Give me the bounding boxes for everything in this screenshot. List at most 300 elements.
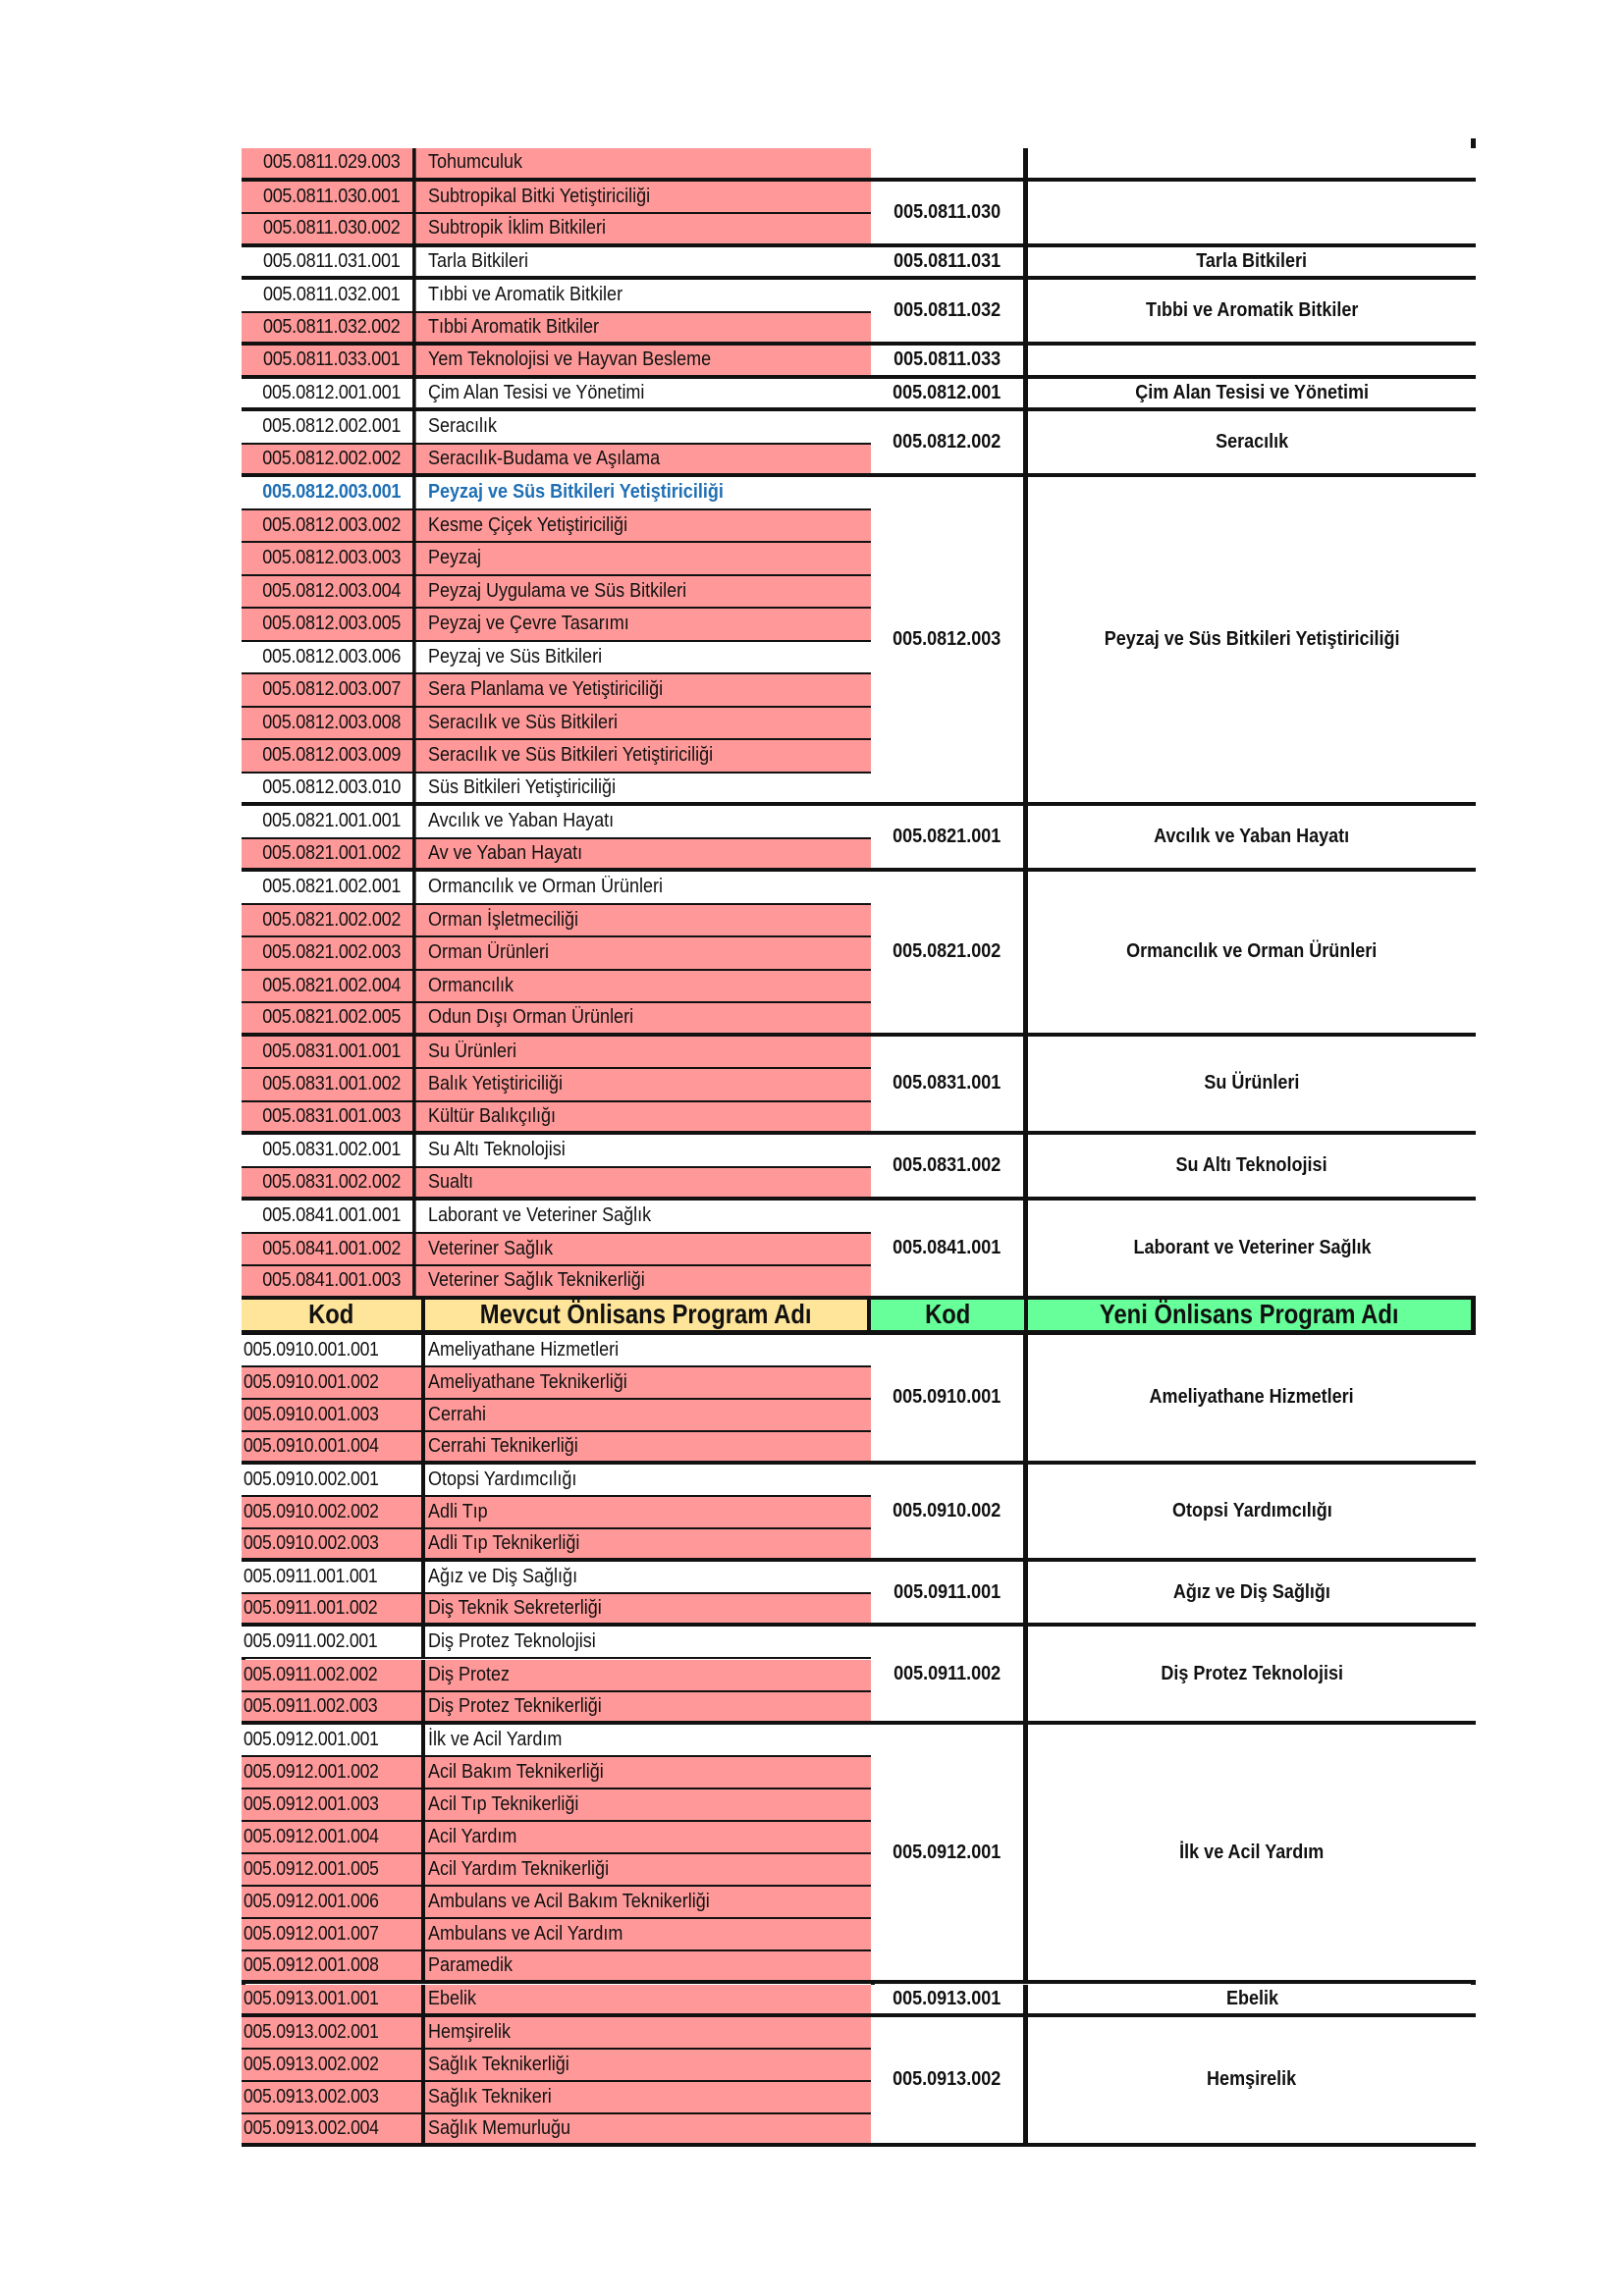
new-program-name (1028, 1335, 1476, 1461)
current-program-name (425, 839, 871, 869)
current-program-code (250, 1135, 415, 1166)
current-program-code-text: 005.0910.001.002 (244, 1370, 379, 1393)
current-program-name-text: Veteriner Sağlık Teknikerliği (428, 1269, 645, 1292)
table-row (242, 1201, 871, 1234)
current-program-name-text: Sağlık Teknikerliği (428, 2053, 569, 2075)
new-program-name (1028, 872, 1476, 1033)
table-row (242, 543, 871, 576)
current-program-code-text: 005.0811.032.001 (262, 284, 401, 306)
new-program-code (871, 379, 1028, 408)
table-row (242, 2082, 871, 2114)
current-program-code-text: 005.0841.001.003 (262, 1269, 402, 1292)
new-program-name (1028, 280, 1476, 342)
current-program-name-text: Ebelik (428, 1987, 477, 2009)
new-program-name (1028, 379, 1476, 408)
current-program-name-text: Ormancılık ve Orman Ürünleri (428, 876, 664, 898)
current-program-code-text: 005.0821.002.003 (262, 941, 402, 964)
table-row (242, 1234, 871, 1267)
new-program-code-text: 005.0812.001 (893, 381, 1001, 403)
current-program-code (250, 1201, 415, 1232)
current-program-code (250, 1069, 415, 1100)
current-program-name (425, 1951, 871, 1980)
current-program-code-text: 005.0910.002.002 (244, 1501, 379, 1523)
current-program-name-text: Av ve Yaban Hayatı (428, 841, 583, 864)
current-program-code-text: 005.0911.002.003 (244, 1694, 378, 1717)
current-program-code (250, 280, 415, 311)
current-program-code (242, 2017, 425, 2048)
current-program-code-text: 005.0912.001.005 (244, 1858, 379, 1881)
table-row (242, 674, 871, 708)
new-program-name-text: İlk ve Acil Yardım (1179, 1841, 1325, 1863)
new-program-group (871, 1725, 1476, 1985)
current-program-code-text: 005.0821.002.001 (262, 876, 402, 898)
current-program-name (425, 280, 871, 311)
current-program-name-text: Diş Protez Teknolojisi (428, 1630, 596, 1653)
current-program-name (425, 411, 871, 443)
current-program-name (425, 313, 871, 343)
current-program-name (425, 1660, 871, 1690)
current-program-name-text: Tarla Bitkileri (428, 249, 529, 272)
current-program-code-text: 005.0811.030.002 (262, 217, 401, 240)
new-program-code (871, 411, 1028, 473)
current-program-code (242, 2114, 425, 2143)
header-old-code: Kod (242, 1300, 425, 1330)
table-row (242, 806, 871, 839)
current-program-code (250, 806, 415, 837)
current-program-name (425, 1594, 871, 1623)
new-program-name-text: Su Altı Teknolojisi (1175, 1154, 1328, 1176)
current-program-code-text: 005.0841.001.002 (262, 1237, 402, 1259)
current-program-code (250, 740, 415, 772)
new-program-code (871, 1335, 1028, 1461)
current-program-name-text: Su Altı Teknolojisi (428, 1139, 566, 1161)
current-program-name-text: Peyzaj ve Süs Bitkileri (428, 645, 603, 667)
current-program-code (242, 1757, 425, 1788)
current-program-code-text: 005.0812.001.001 (262, 381, 402, 403)
new-program-name (1028, 477, 1476, 802)
current-program-code (242, 1465, 425, 1495)
table-row (242, 247, 871, 281)
table-row (242, 1562, 871, 1594)
new-program-name-text: Tıbbi ve Aromatik Bitkiler (1145, 299, 1359, 321)
current-program-code-text: 005.0913.002.002 (244, 2053, 379, 2075)
table-header-row (242, 1300, 1476, 1335)
table-row (242, 1919, 871, 1951)
current-program-code (242, 1692, 425, 1721)
new-program-code-text: 005.0831.001 (893, 1072, 1001, 1095)
current-program-name-text: Paramedik (428, 1954, 514, 1977)
current-program-name-text: Laborant ve Veteriner Sağlık (428, 1204, 652, 1227)
new-program-name (1028, 182, 1476, 243)
new-program-name (1028, 1037, 1476, 1132)
new-program-name-text: Seracılık (1215, 431, 1289, 453)
current-program-name-text: Diş Teknik Sekreterliği (428, 1597, 602, 1620)
current-program-code (250, 576, 415, 608)
new-program-code (871, 872, 1028, 1033)
current-program-code-text: 005.0912.001.001 (244, 1728, 379, 1750)
current-program-code (242, 1725, 425, 1755)
current-program-name (425, 2050, 871, 2080)
current-program-code-text: 005.0831.001.002 (262, 1073, 402, 1095)
current-program-code (250, 1102, 415, 1132)
table-row (242, 1168, 871, 1201)
current-program-code (250, 182, 415, 213)
new-program-code (871, 1985, 1028, 2013)
table-row (242, 576, 871, 610)
current-program-name (425, 971, 871, 1002)
new-program-code (871, 1725, 1028, 1981)
current-program-code (250, 379, 415, 408)
current-program-code (242, 1529, 425, 1558)
current-program-name-text: Ambulans ve Acil Bakım Teknikerliği (428, 1891, 710, 1913)
new-program-group (871, 1335, 1476, 1465)
current-program-code-text: 005.0812.003.007 (262, 678, 402, 701)
table-row (242, 1822, 871, 1854)
current-program-name-text: Subtropikal Bitki Yetiştiriciliği (428, 185, 651, 207)
new-program-group (871, 148, 1476, 182)
current-program-code-text: 005.0910.002.003 (244, 1532, 379, 1555)
current-program-code (250, 510, 415, 542)
current-program-code-text: 005.0811.033.001 (262, 348, 401, 371)
table-row (242, 1951, 871, 1984)
new-program-group (871, 1562, 1476, 1627)
current-program-name-text: Acil Bakım Teknikerliği (428, 1760, 604, 1783)
current-program-code (242, 1367, 425, 1398)
current-program-code-text: 005.0821.001.002 (262, 841, 402, 864)
current-program-name-text: Acil Yardım Teknikerliği (428, 1858, 610, 1881)
table-row (242, 740, 871, 774)
current-program-code-text: 005.0831.001.001 (262, 1040, 402, 1062)
new-program-name-text: Ağız ve Diş Sağlığı (1172, 1580, 1331, 1603)
header-new-code: Kod (871, 1300, 1028, 1330)
current-program-name-text: Odun Dışı Orman Ürünleri (428, 1006, 634, 1029)
table-row (242, 313, 871, 347)
new-program-group (871, 182, 1476, 247)
table-row (242, 411, 871, 445)
new-program-group (871, 872, 1476, 1037)
new-program-code-text: 005.0911.002 (893, 1662, 1001, 1684)
current-program-code-text: 005.0821.002.002 (262, 908, 402, 931)
new-program-group (871, 2017, 1476, 2147)
new-program-name-text: Otopsi Yardımcılığı (1171, 1500, 1332, 1522)
current-program-code-text: 005.0911.002.002 (244, 1663, 378, 1685)
new-program-code-text: 005.0811.032 (893, 299, 1001, 321)
current-program-name (425, 1497, 871, 1527)
current-program-code-text: 005.0912.001.006 (244, 1891, 379, 1913)
current-program-code (250, 642, 415, 673)
current-program-name-text: Peyzaj Uygulama ve Süs Bitkileri (428, 579, 687, 602)
new-program-code (871, 247, 1028, 277)
table-row (242, 379, 871, 412)
current-program-code (250, 1168, 415, 1198)
current-program-name-text: Kesme Çiçek Yetiştiriciliği (428, 513, 628, 536)
current-program-code (250, 148, 415, 178)
current-program-code-text: 005.0913.002.004 (244, 2116, 379, 2139)
current-program-code (250, 937, 415, 969)
current-program-code-text: 005.0812.003.006 (262, 645, 402, 667)
current-program-code (250, 1003, 415, 1033)
current-program-name (425, 1037, 871, 1068)
new-program-code-text: 005.0841.001 (893, 1236, 1001, 1258)
new-program-code (871, 148, 1028, 178)
current-program-code-text: 005.0812.003.009 (262, 744, 402, 767)
current-program-name-text: Diş Protez Teknikerliği (428, 1694, 602, 1717)
current-program-code (250, 774, 415, 803)
current-program-name (425, 1135, 871, 1166)
new-program-name (1028, 1985, 1476, 2013)
current-program-name-text: Peyzaj ve Çevre Tasarımı (428, 613, 629, 635)
new-program-group (871, 280, 1476, 346)
new-program-name (1028, 411, 1476, 473)
new-program-name (1028, 1562, 1476, 1623)
current-program-name (425, 445, 871, 474)
new-program-code (871, 2017, 1028, 2143)
current-program-code (242, 1985, 425, 2013)
current-program-name-text: Peyzaj ve Süs Bitkileri Yetiştiriciliği (428, 481, 724, 504)
current-program-name (425, 1789, 871, 1820)
current-program-code-text: 005.0910.001.004 (244, 1434, 379, 1457)
current-program-name-text: Avcılık ve Yaban Hayatı (428, 810, 615, 832)
new-program-code-text: 005.0910.002 (893, 1500, 1001, 1522)
current-program-code-text: 005.0812.003.010 (262, 775, 402, 798)
current-program-code-text: 005.0841.001.001 (262, 1204, 402, 1227)
new-program-code-text: 005.0811.031 (893, 249, 1001, 272)
table-row (242, 182, 871, 215)
current-program-code-text: 005.0812.003.005 (262, 613, 402, 635)
table-row (242, 148, 871, 182)
new-program-name-text: Laborant ve Veteriner Sağlık (1132, 1236, 1372, 1258)
new-program-code (871, 1562, 1028, 1623)
current-program-code-text: 005.0812.003.002 (262, 513, 402, 536)
table-row (242, 1335, 871, 1367)
current-program-code (250, 674, 415, 706)
new-program-code-text: 005.0913.002 (893, 2068, 1001, 2091)
current-program-name-text: Balık Yetiştiriciliği (428, 1073, 564, 1095)
current-program-code-text: 005.0821.001.001 (262, 810, 402, 832)
current-program-name-text: Subtropik İklim Bitkileri (428, 217, 607, 240)
current-program-name (425, 379, 871, 408)
table-row (242, 2114, 871, 2147)
new-program-code-text: 005.0812.003 (893, 628, 1001, 650)
new-program-name-text: Ebelik (1225, 1987, 1278, 2009)
current-program-code (242, 1854, 425, 1885)
current-program-name (425, 872, 871, 903)
current-program-code (242, 2082, 425, 2112)
current-program-code-text: 005.0912.001.007 (244, 1923, 379, 1946)
current-program-name-text: Ameliyathane Teknikerliği (428, 1370, 627, 1393)
current-program-code (242, 1335, 425, 1365)
table-row (242, 642, 871, 675)
current-program-name-text: Çim Alan Tesisi ve Yönetimi (428, 381, 645, 403)
current-program-name (425, 806, 871, 837)
new-program-group (871, 1985, 1476, 2017)
current-program-name (425, 1201, 871, 1232)
current-program-code (242, 1887, 425, 1917)
new-program-name-text: Su Ürünleri (1204, 1072, 1300, 1095)
current-program-name (425, 1919, 871, 1949)
current-program-name-text: Acil Tıp Teknikerliği (428, 1792, 579, 1815)
current-program-name (425, 1003, 871, 1033)
current-program-name-text: Kültür Balıkçılığı (428, 1104, 557, 1127)
new-program-group (871, 477, 1476, 806)
new-program-code-text: 005.0912.001 (893, 1841, 1001, 1863)
current-program-code-text: 005.0913.002.003 (244, 2085, 379, 2108)
current-program-code-text: 005.0811.032.002 (262, 315, 401, 338)
new-program-code-text: 005.0821.001 (893, 826, 1001, 847)
current-program-name (425, 2082, 871, 2112)
current-program-name-text: Seracılık-Budama ve Aşılama (428, 447, 661, 469)
current-program-name (425, 1367, 871, 1398)
current-program-name-text: Yem Teknolojisi ve Hayvan Besleme (428, 348, 712, 371)
current-program-code (250, 872, 415, 903)
table-row (242, 1432, 871, 1465)
current-program-name-text: Sera Planlama ve Yetiştiriciliği (428, 678, 664, 701)
current-program-name (425, 1562, 871, 1592)
table-row (242, 1102, 871, 1136)
current-program-code-text: 005.0912.001.008 (244, 1954, 379, 1977)
current-program-name (425, 1627, 871, 1657)
new-program-group (871, 379, 1476, 412)
new-program-name (1028, 346, 1476, 375)
table-row (242, 346, 871, 379)
table-row (242, 510, 871, 544)
new-program-group (871, 1037, 1476, 1136)
current-program-code-text: 005.0821.002.005 (262, 1006, 402, 1029)
table-row (242, 1037, 871, 1070)
new-program-name-text: Avcılık ve Yaban Hayatı (1154, 826, 1350, 847)
new-program-name (1028, 2017, 1476, 2143)
current-program-name (425, 2017, 871, 2048)
current-program-name (425, 543, 871, 574)
current-program-code (242, 1594, 425, 1623)
current-program-name (425, 1985, 871, 2013)
table-row (242, 1985, 871, 2017)
current-program-name-text: Süs Bitkileri Yetiştiriciliği (428, 775, 617, 798)
table-row (242, 2050, 871, 2082)
current-program-name (425, 477, 871, 508)
table-row (242, 1135, 871, 1168)
new-program-name-text: Diş Protez Teknolojisi (1161, 1662, 1343, 1684)
table-row (242, 1627, 871, 1659)
table-row (242, 1003, 871, 1037)
current-program-code-text: 005.0831.001.003 (262, 1104, 402, 1127)
table-row (242, 708, 871, 741)
table-row (242, 1660, 871, 1692)
table-row (242, 1266, 871, 1300)
program-mapping-table (242, 148, 1476, 2147)
current-program-code-text: 005.0812.002.002 (262, 447, 402, 469)
table-row (242, 971, 871, 1004)
current-program-name (425, 1335, 871, 1365)
current-program-name (425, 510, 871, 542)
table-row (242, 1497, 871, 1529)
current-program-code (242, 1951, 425, 1980)
current-program-code-text: 005.0913.001.001 (244, 1987, 379, 2009)
current-program-code (250, 214, 415, 243)
current-program-name (425, 2114, 871, 2143)
current-program-code-text: 005.0811.029.003 (262, 151, 401, 174)
new-program-code-text: 005.0911.001 (893, 1580, 1001, 1603)
current-program-code-text: 005.0910.002.001 (244, 1468, 379, 1490)
current-program-code (242, 2050, 425, 2080)
new-program-group (871, 247, 1476, 281)
current-program-name (425, 740, 871, 772)
new-program-code-text: 005.0812.002 (893, 431, 1001, 453)
current-program-name-text: Sağlık Teknikeri (428, 2085, 552, 2108)
table-row (242, 1854, 871, 1887)
current-program-name (425, 576, 871, 608)
current-program-code-text: 005.0812.003.001 (262, 481, 402, 504)
current-program-code-text: 005.0911.001.001 (244, 1566, 378, 1588)
current-program-code-text: 005.0811.030.001 (262, 185, 401, 207)
current-program-name (425, 1465, 871, 1495)
new-program-code (871, 1627, 1028, 1720)
current-program-code (242, 1919, 425, 1949)
table-row (242, 1725, 871, 1757)
new-program-name (1028, 1627, 1476, 1720)
current-program-name-text: Orman Ürünleri (428, 941, 550, 964)
current-program-name-text: İlk ve Acil Yardım (428, 1728, 563, 1750)
table-row (242, 477, 871, 510)
current-program-code (242, 1497, 425, 1527)
current-program-code (250, 1037, 415, 1068)
new-program-group (871, 346, 1476, 379)
table-row (242, 905, 871, 938)
current-program-name (425, 1529, 871, 1558)
new-program-code-text: 005.0811.030 (893, 200, 1001, 223)
current-program-code-text: 005.0812.003.004 (262, 579, 402, 602)
new-program-name-text: Ameliyathane Hizmetleri (1149, 1386, 1355, 1409)
header-new-name: Yeni Önlisans Program Adı (1028, 1300, 1476, 1330)
current-program-name (425, 1887, 871, 1917)
new-program-name-text: Peyzaj ve Süs Bitkileri Yetiştiriciliği (1104, 628, 1400, 650)
table-row (242, 1757, 871, 1789)
current-program-name-text: Sualtı (428, 1170, 474, 1193)
table-row (242, 774, 871, 807)
current-program-name-text: Veteriner Sağlık (428, 1237, 554, 1259)
current-program-code-text: 005.0821.002.004 (262, 974, 402, 996)
current-program-name (425, 1692, 871, 1721)
current-program-code (242, 1789, 425, 1820)
current-program-code-text: 005.0812.003.003 (262, 547, 402, 569)
current-program-name (425, 1822, 871, 1852)
new-program-code-text: 005.0811.033 (893, 348, 1001, 371)
new-program-code (871, 346, 1028, 375)
new-program-group (871, 411, 1476, 477)
current-program-name (425, 148, 871, 178)
new-program-name-text: Tarla Bitkileri (1196, 249, 1308, 272)
current-program-name-text: Tıbbi ve Aromatik Bitkiler (428, 284, 623, 306)
header-old-name: Mevcut Önlisans Program Adı (425, 1300, 871, 1330)
new-program-name (1028, 1725, 1476, 1981)
current-program-code (250, 609, 415, 640)
current-program-name (425, 346, 871, 375)
current-program-name-text: Otopsi Yardımcılığı (428, 1468, 577, 1490)
table-row (242, 1465, 871, 1497)
current-program-name-text: Seracılık ve Süs Bitkileri (428, 711, 619, 733)
new-program-name (1028, 247, 1476, 277)
current-program-code (250, 708, 415, 739)
new-program-group (871, 1465, 1476, 1562)
current-program-name-text: Ağız ve Diş Sağlığı (428, 1566, 578, 1588)
current-program-name-text: Seracılık (428, 415, 498, 438)
current-program-code (250, 346, 415, 375)
current-program-name-text: Tıbbi Aromatik Bitkiler (428, 315, 600, 338)
current-program-code (250, 543, 415, 574)
current-program-name (425, 1234, 871, 1265)
current-program-name (425, 674, 871, 706)
new-program-code (871, 1465, 1028, 1558)
